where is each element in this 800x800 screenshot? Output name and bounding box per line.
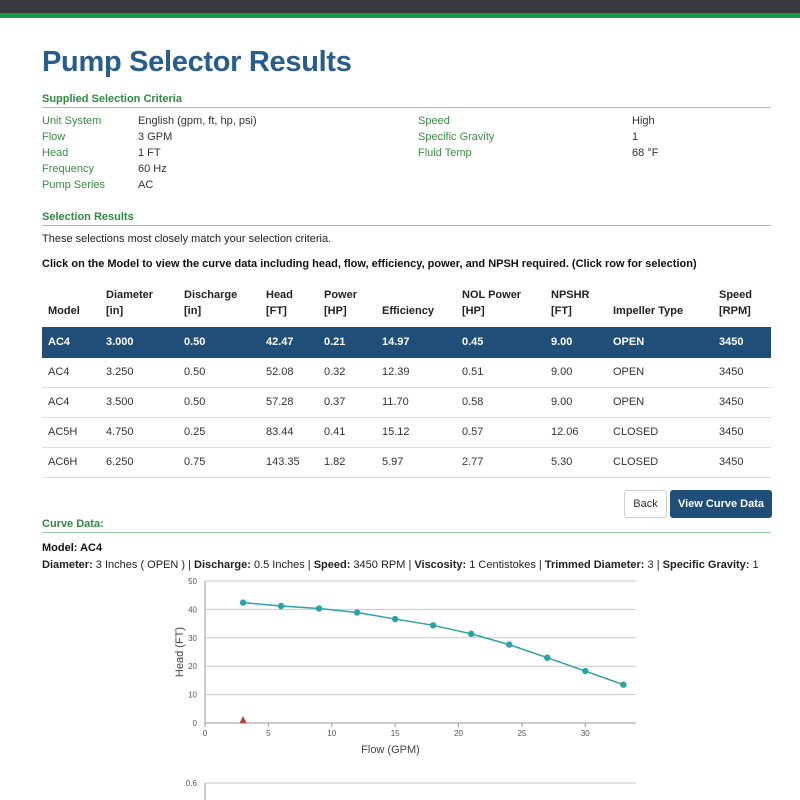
y-tick-label: 0 — [192, 719, 197, 728]
cell-impeller-type: CLOSED — [607, 417, 713, 447]
cell-nol-power: 0.51 — [456, 357, 545, 387]
head-curve-point — [620, 681, 626, 687]
head-curve-line — [243, 603, 623, 685]
criteria-value-specific-gravity: 1 — [632, 131, 639, 143]
curve-model-line: Model: AC4 — [42, 542, 103, 554]
cell-discharge: 0.50 — [178, 387, 260, 417]
table-row[interactable] — [42, 417, 771, 447]
criteria-label-pump-series: Pump Series — [42, 179, 105, 191]
column-header-npshr: NPSHR [FT] — [551, 289, 590, 317]
head-curve-point — [506, 641, 512, 647]
cell-power: 1.82 — [318, 447, 376, 477]
duty-point-marker — [240, 716, 247, 723]
cell-power: 0.37 — [318, 387, 376, 417]
column-header-nol-power: NOL Power [HP] — [462, 289, 522, 317]
view-curve-data-button[interactable]: View Curve Data — [670, 490, 772, 518]
cell-nol-power: 0.45 — [456, 327, 545, 357]
cell-head: 52.08 — [260, 357, 318, 387]
y-tick-label: 50 — [188, 577, 197, 586]
criteria-label-specific-gravity: Specific Gravity — [418, 131, 495, 143]
y-tick-label: 30 — [188, 633, 197, 643]
cell-nol-power: 0.57 — [456, 417, 545, 447]
cell-npshr: 9.00 — [545, 357, 607, 387]
cell-speed: 3450 — [713, 447, 771, 477]
cell-discharge: 0.50 — [178, 357, 260, 387]
column-header-speed: Speed [RPM] — [719, 289, 753, 317]
back-button[interactable]: Back — [624, 490, 667, 518]
detail-value-diameter: 3 Inches ( OPEN ) | — [92, 559, 195, 571]
x-axis-label: Flow (GPM) — [361, 744, 420, 756]
x-tick-label: 15 — [390, 729, 400, 738]
table-row[interactable] — [42, 447, 771, 477]
criteria-label-head: Head — [42, 147, 69, 159]
cell-discharge: 0.75 — [178, 447, 260, 477]
criteria-heading: Supplied Selection Criteria — [42, 93, 771, 108]
table-header-row — [42, 281, 771, 327]
cell-diameter: 6.250 — [100, 447, 178, 477]
y-tick-label: 10 — [188, 690, 197, 700]
cell-head: 57.28 — [260, 387, 318, 417]
cell-diameter: 4.750 — [100, 417, 178, 447]
criteria-label-flow: Flow — [42, 131, 66, 143]
cell-model[interactable]: AC4 — [42, 357, 100, 387]
column-header-efficiency: Efficiency — [382, 305, 434, 317]
curve-details-line — [42, 559, 759, 571]
y-tick-label: 40 — [188, 605, 197, 615]
column-header-model: Model — [48, 305, 80, 317]
second-chart-y-tick-label: 0.6 — [185, 779, 197, 788]
cell-discharge: 0.50 — [178, 327, 260, 357]
cell-impeller-type: OPEN — [607, 327, 713, 357]
cell-impeller-type: OPEN — [607, 387, 713, 417]
head-curve-point — [316, 605, 322, 611]
y-tick-label: 20 — [188, 662, 197, 672]
detail-value-speed: 3450 RPM | — [350, 559, 415, 571]
x-tick-label: 30 — [580, 729, 590, 738]
head-flow-chart — [160, 572, 650, 800]
table-row[interactable] — [42, 357, 771, 387]
cell-speed: 3450 — [713, 357, 771, 387]
head-curve-point — [582, 668, 588, 674]
criteria-label-fluid-temp: Fluid Temp — [418, 147, 472, 159]
criteria-value-pump-series: AC — [138, 179, 154, 191]
x-tick-label: 0 — [202, 729, 208, 738]
cell-nol-power: 2.77 — [456, 447, 545, 477]
x-tick-label: 5 — [266, 729, 271, 738]
criteria-value-flow: 3 GPM — [138, 131, 173, 143]
head-curve-point — [430, 622, 436, 628]
top-accent-stripe — [0, 13, 800, 18]
head-curve-point — [240, 599, 246, 605]
results-table — [42, 281, 771, 478]
detail-label-trimmed-diameter: Trimmed Diameter: — [544, 559, 645, 571]
cell-discharge: 0.25 — [178, 417, 260, 447]
column-header-power: Power [HP] — [324, 289, 358, 317]
column-header-head: Head [FT] — [266, 289, 293, 317]
criteria-label-speed: Speed — [418, 115, 450, 127]
results-heading: Selection Results — [42, 211, 771, 226]
cell-model[interactable]: AC4 — [42, 327, 100, 357]
head-curve-point — [544, 654, 550, 660]
cell-efficiency: 5.97 — [376, 447, 456, 477]
cell-npshr: 5.30 — [545, 447, 607, 477]
cell-impeller-type: OPEN — [607, 357, 713, 387]
cell-efficiency: 12.39 — [376, 357, 456, 387]
cell-model[interactable]: AC4 — [42, 387, 100, 417]
cell-head: 143.35 — [260, 447, 318, 477]
cell-diameter: 3.500 — [100, 387, 178, 417]
criteria-value-head: 1 FT — [138, 147, 161, 159]
x-tick-label: 10 — [327, 729, 337, 738]
cell-efficiency: 11.70 — [376, 387, 456, 417]
detail-label-diameter: Diameter: — [42, 559, 93, 571]
detail-label-discharge: Discharge: — [194, 559, 251, 571]
detail-value-specific-gravity: 1 — [749, 559, 759, 571]
criteria-label-frequency: Frequency — [42, 163, 94, 175]
table-row[interactable] — [42, 387, 771, 417]
cell-nol-power: 0.58 — [456, 387, 545, 417]
cell-power: 0.41 — [318, 417, 376, 447]
x-tick-label: 20 — [454, 729, 463, 738]
column-header-diameter: Diameter [in] — [106, 289, 154, 317]
head-curve-point — [278, 603, 284, 609]
cell-power: 0.21 — [318, 327, 376, 357]
table-row-selected[interactable] — [42, 327, 771, 357]
cell-speed: 3450 — [713, 387, 771, 417]
cell-speed: 3450 — [713, 417, 771, 447]
detail-label-speed: Speed: — [313, 559, 351, 571]
cell-speed: 3450 — [713, 327, 771, 357]
cell-efficiency: 15.12 — [376, 417, 456, 447]
cell-model[interactable]: AC5H — [42, 417, 100, 447]
detail-value-viscosity: 1 Centistokes | — [466, 559, 545, 571]
cell-npshr: 12.06 — [545, 417, 607, 447]
cell-npshr: 9.00 — [545, 387, 607, 417]
cell-diameter: 3.000 — [100, 327, 178, 357]
head-curve-point — [468, 631, 474, 637]
criteria-value-fluid-temp: 68 °F — [632, 147, 659, 159]
criteria-value-speed: High — [632, 115, 655, 127]
criteria-value-unit-system: English (gpm, ft, hp, psi) — [138, 115, 257, 127]
detail-value-trimmed-diameter: 3 | — [644, 559, 663, 571]
column-header-impeller-type: Impeller Type — [613, 305, 684, 317]
cell-power: 0.32 — [318, 357, 376, 387]
results-instruction: Click on the Model to view the curve data including head, flow, efficiency, power, and NPSH required. (Click row for selection) — [42, 258, 697, 270]
cell-model[interactable]: AC6H — [42, 447, 100, 477]
cell-impeller-type: CLOSED — [607, 447, 713, 477]
head-curve-point — [354, 609, 360, 615]
criteria-value-frequency: 60 Hz — [138, 163, 167, 175]
detail-label-specific-gravity: Specific Gravity: — [662, 559, 750, 571]
cell-diameter: 3.250 — [100, 357, 178, 387]
cell-head: 42.47 — [260, 327, 318, 357]
detail-label-viscosity: Viscosity: — [414, 559, 467, 571]
page-title: Pump Selector Results — [42, 46, 352, 78]
head-curve-point — [392, 616, 398, 622]
y-axis-label: Head (FT) — [174, 626, 186, 678]
cell-efficiency: 14.97 — [376, 327, 456, 357]
x-tick-label: 25 — [517, 729, 527, 738]
top-navigation-bar — [0, 0, 800, 13]
curve-data-heading: Curve Data: — [42, 518, 771, 533]
results-intro: These selections most closely match your selection criteria. — [42, 233, 332, 245]
cell-npshr: 9.00 — [545, 327, 607, 357]
criteria-label-unit-system: Unit System — [42, 115, 102, 127]
detail-value-discharge: 0.5 Inches | — [250, 559, 314, 571]
column-header-discharge: Discharge [in] — [184, 289, 238, 317]
cell-head: 83.44 — [260, 417, 318, 447]
